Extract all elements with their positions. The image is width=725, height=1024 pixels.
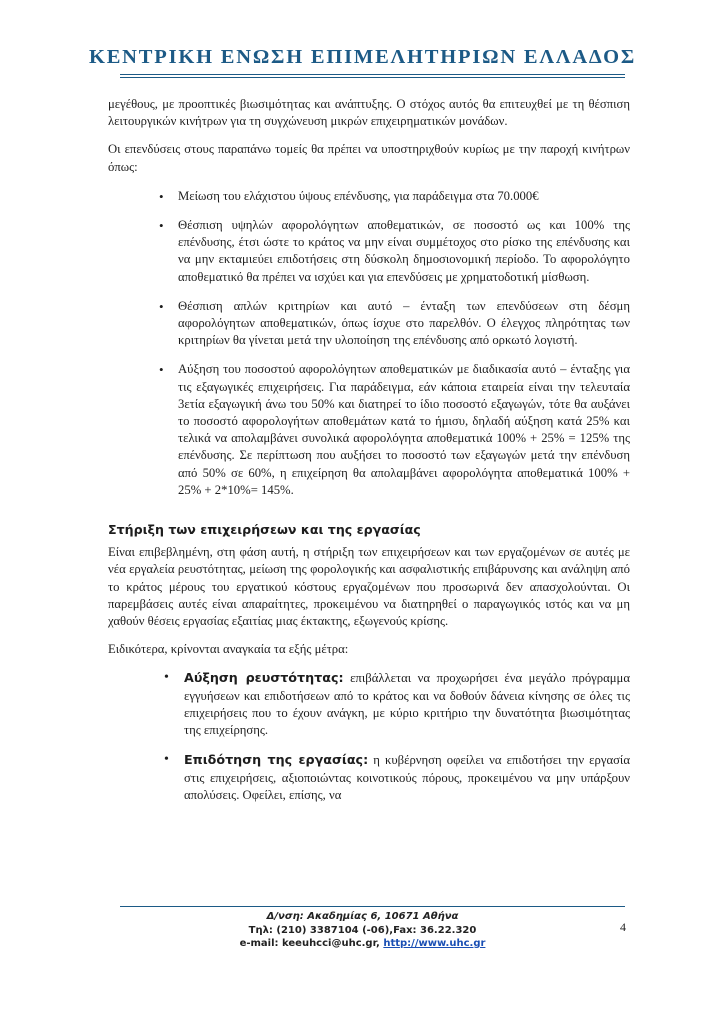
bullet-icon: • [159,362,164,378]
list-item [164,751,630,804]
measures-list [108,669,630,803]
paragraph-support: Είναι επιβεβλημένη, στη φάση αυτή, η στήριξη των επιχειρήσεων και των εργαζομένων σε αυτές με νέα εργαλεία ρευστότητας, μείωση της φορολογικής και ασφαλιστικής επιβάρυνσης και ανάληψη από το κράτος μέρους του εργατικού κόστους εργαζομένων που προσωρινά δεν απασχολούνται. Οι παρεμβάσεις αυτές είναι απαραίτητες, προκειμένου να διατηρηθεί ο παραγωγικός ιστός και να μη χαθούν θέσεις εργασίας εξαιτίας μιας έκτακτης, εξωγενούς κρίσης. [108,545,630,629]
list-item-text: Θέσπιση απλών κριτηρίων και αυτό – ένταξη των επενδύσεων στη δέσμη αφορολόγητων αποθεματικών, όπως ίσχυε στο παρελθόν. Ο έλεγχος πληρότητας των κριτηρίων θα γίνεται μετά την υλοποίηση της επένδυσης από ορκωτό λογιστή. [178,298,630,348]
measure-term: Αύξηση ρευστότητας: [184,670,344,686]
page-number: 4 [620,920,626,934]
paragraph-measures-intro: Ειδικότερα, κρίνονται αναγκαία τα εξής μέτρα: [108,642,349,657]
footer-divider [120,906,625,907]
header-divider-bottom [120,77,625,78]
footer-address: Δ/νση: Ακαδημίας 6, 10671 Αθήνα [266,911,459,922]
footer-contact [0,937,725,951]
paragraph-continuation: μεγέθους, με προοπτικές βιωσιμότητας και ανάπτυξης. Ο στόχος αυτός θα επιτευχθεί με τη θέσπιση λειτουργικών κινήτρων για τη συγχώνευση μικρών επιχειρηματικών μονάδων. [108,97,630,129]
bullet-icon: • [159,218,164,234]
footer-email: e-mail: keeuhcci@uhc.gr, [239,938,384,949]
list-item [159,361,630,499]
document-body [108,96,630,816]
list-item [159,298,630,350]
bullet-icon: • [159,188,164,204]
bullet-icon: • [164,670,169,686]
list-item [164,669,631,739]
incentives-list [108,188,630,499]
list-item-text: Αύξηση του ποσοστού αφορολόγητων αποθεματικών με διαδικασία αυτό – ένταξης για τις εξαγωγικές επιχειρήσεις. Για παράδειγμα, εάν κάποια εταιρεία είναι την τελευταία 3ετία εξαγωγική άνω του 50% και διατηρεί το ίδιο ποσοστό εξαγωγών, τότε θα αυξάνει το ποσοστό αφορολογήτων αποθεμάτων κατά το ήμισυ, δηλαδή αύξηση κατά 25% και τελικά να απολαμβάνει συνολικά αφορολόγητα αποθεματικά 100% + 25% = 125% της επένδυσης. Σε περίπτωση που αυξήσει το ποσοστό των εξαγωγών μετά την επένδυση από 50% σε 60%, η επιχείρηση θα απολαμβάνει αφορολόγητα αποθεματικά 100% + 25% + 2*10%= 145%. [178,362,630,497]
list-item-text: Θέσπιση υψηλών αφορολόγητων αποθεματικών, σε ποσοστό ως και 100% της επένδυσης, έτσι ώστε το κράτος να μην είναι συμμέτοχος στο ρίσκο της επένδυσης και να μην εκταμιεύει επιδοτήσεις στη δύσκολη δημοσιονομική περίοδο. Το αφορολόγητο αποθεματικό θα πρέπει να ισχύει και για επενδύσεις με χρηματοδοτική μίσθωση. [178,218,630,284]
footer-phone: Τηλ: (210) 3387104 (-06),Fax: 36.22.320 [248,924,477,936]
list-item [159,188,630,205]
list-item [159,217,630,286]
bullet-icon: • [159,298,164,314]
bullet-icon: • [164,752,169,768]
paragraph-incentives-intro: Οι επενδύσεις στους παραπάνω τομείς θα πρέπει να υποστηριχθούν κυρίως με την παροχή κινήτρων όπως: [108,142,630,174]
section-heading: Στήριξη των επιχειρήσεων και της εργασίας [108,522,421,538]
header-divider-top [120,74,625,75]
website-link[interactable]: http://www.uhc.gr [383,938,486,949]
measure-text: επιβάλλεται να προχωρήσει ένα μεγάλο πρόγραμμα εγγυήσεων και επιδοτήσεων από το κράτος και να δοθούν δάνεια κίνησης σε όλες τις επιχειρήσεις που το έχουν ανάγκη, με κύριο κριτήριο την δυνατότητα βιωσιμότητας της επιχείρησης. [184,671,631,738]
list-item-text: Μείωση του ελάχιστου ύψους επένδυσης, για παράδειγμα στα 70.000€ [178,188,539,203]
measure-term: Επιδότηση της εργασίας: [184,752,369,768]
footer [0,910,725,951]
measure-text: η κυβέρνηση οφείλει να επιδοτήσει την εργασία στις επιχειρήσεις, αξιοποιώντας κοινοτικούς πόρους, προκειμένου να μην υπάρξουν απολύσεις. Οφείλει, επίσης, να [184,753,630,802]
letterhead-title: ΚΕΝΤΡΙΚΗ ΕΝΩΣΗ ΕΠΙΜΕΛΗΤΗΡΙΩΝ ΕΛΛΑΔΟΣ [88,46,637,68]
